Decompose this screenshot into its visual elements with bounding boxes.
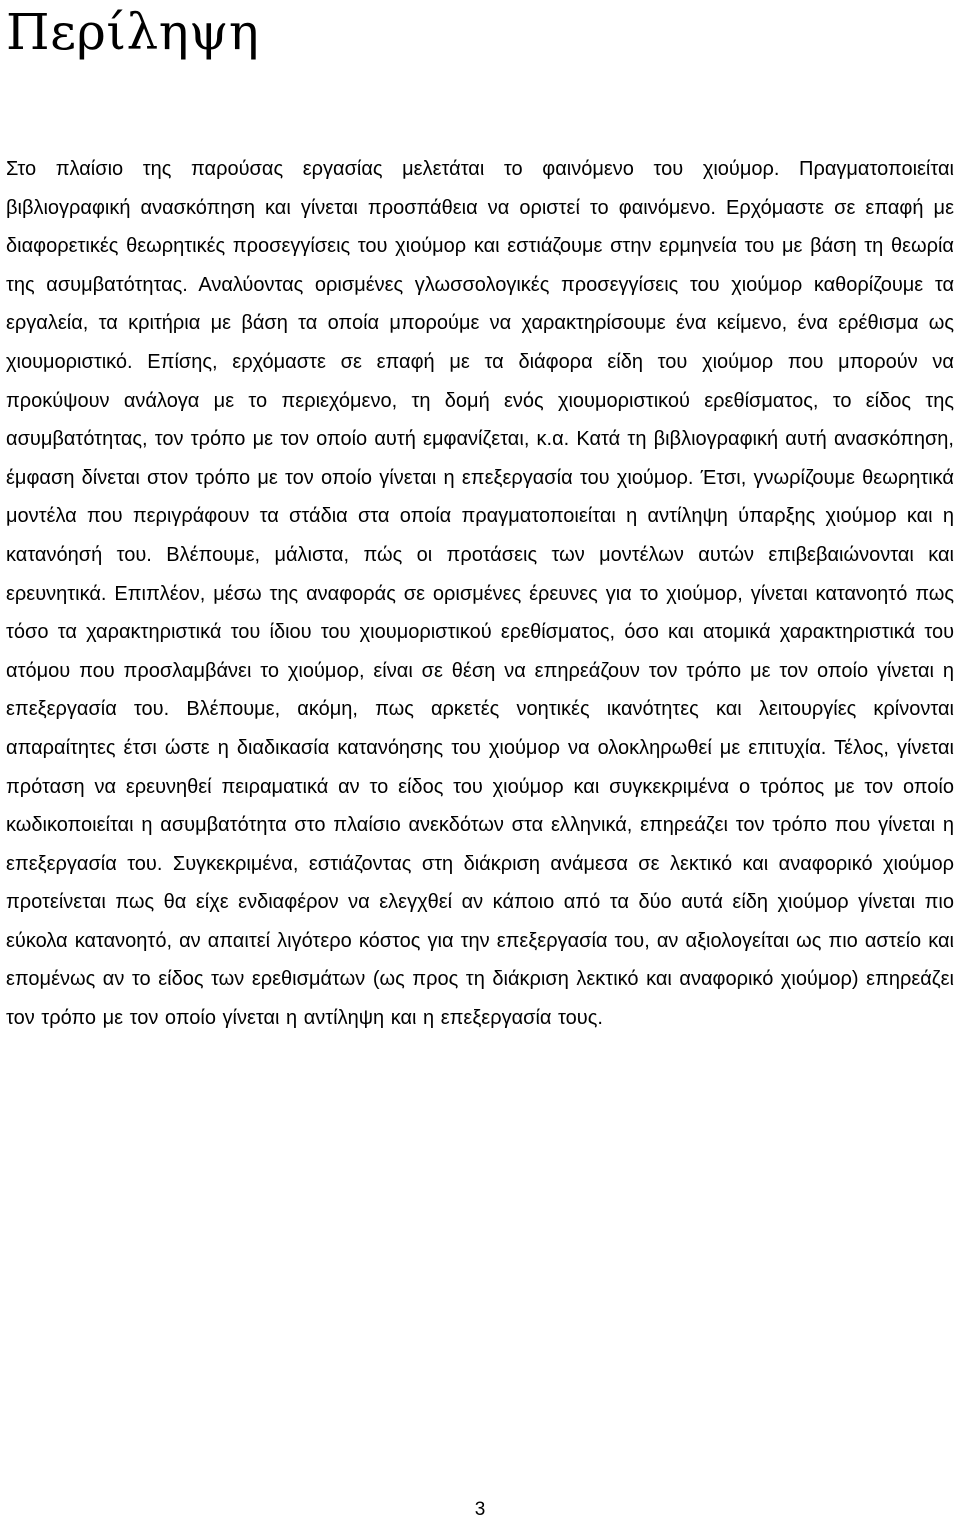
abstract-paragraph: Στο πλαίσιο της παρούσας εργασίας μελετάται το φαινόμενο του χιούμορ. Πραγματοποιείται βιβλιογραφική ανασκόπηση και γίνεται προσπάθεια να οριστεί το φαινόμενο. Ερχόμαστε σε επαφή με διαφορετικές θεωρητικές προσεγγίσεις του χιούμορ και εστιάζουμε στην ερμηνεία του με βάση τη θεωρία της ασυμβατότητας. Αναλύοντας ορισμένες γλωσσολογικές προσεγγίσεις του χιούμορ καθορίζουμε τα εργαλεία, τα κριτήρια με βάση τα οποία μπορούμε να χαρακτηρίσουμε ένα κείμενο, ένα ερέθισμα ως χιουμοριστικό. Επίσης, ερχόμαστε σε επαφή με τα διάφορα είδη του χιούμορ που μπορούν να προκύψουν ανάλογα με το περιεχόμενο, τη δομή ενός χιουμοριστικού ερεθίσματος, το είδος της ασυμβατότητας, τον τρόπο με τον οποίο αυτή εμφανίζεται, κ.α. Κατά τη βιβλιογραφική αυτή ανασκόπηση, έμφαση δίνεται στον τρόπο με τον οποίο γίνεται η επεξεργασία του χιούμορ. Έτσι, γνωρίζουμε θεωρητικά μοντέλα που περιγράφουν τα στάδια στα οποία πραγματοποιείται η αντίληψη ύπαρξης χιούμορ και η κατανόησή του. Βλέπουμε, μάλιστα, πώς οι προτάσεις των μοντέλων αυτών επιβεβαιώνονται και ερευνητικά. Επιπλέον, μέσω της αναφοράς σε ορισμένες έρευνες για το χιούμορ, γίνεται κατανοητό πως τόσο τα χαρακτηριστικά του ίδιου του χιουμοριστικού ερεθίσματος, όσο και ατομικά χαρακτηριστικά του ατόμου που προσλαμβάνει το χιούμορ, είναι σε θέση να επηρεάζουν τον τρόπο με τον οποίο γίνεται η επεξεργασία του. Βλέπουμε, ακόμη, πως αρκετές νοητικές ικανότητες και λειτουργίες κρίνονται απαραίτητες έτσι ώστε η διαδικασία κατανόησης του χιούμορ να ολοκληρωθεί με επιτυχία. Τέλος, γίνεται πρόταση να ερευνηθεί πειραματικά αν το είδος του χιούμορ και συγκεκριμένα ο τρόπος με τον οποίο κωδικοποιείται η ασυμβατότητα στο πλαίσιο ανεκδότων στα ελληνικά, επηρεάζει τον τρόπο που γίνεται η επεξεργασία του. Συγκεκριμένα, εστιάζοντας στη διάκριση ανάμεσα σε λεκτικό και αναφορικό χιούμορ προτείνεται πως θα είχε ενδιαφέρον να ελεγχθεί αν κάποιο από τα δύο αυτά είδη χιούμορ γίνεται πιο εύκολα κατανοητό, αν απαιτεί λιγότερο κόστος για την επεξεργασία του, αν αξιολογείται ως πιο αστείο και επομένως αν το είδος των ερεθισμάτων (ως προς τη διάκριση λεκτικό και αναφορικό χιούμορ) επηρεάζει τον τρόπο με τον οποίο γίνεται η αντίληψη και η επεξεργασία τους. (6, 158, 954, 1030)
page-title: Περίληψη (6, 3, 260, 61)
page-number: 3 (474, 1499, 486, 1520)
